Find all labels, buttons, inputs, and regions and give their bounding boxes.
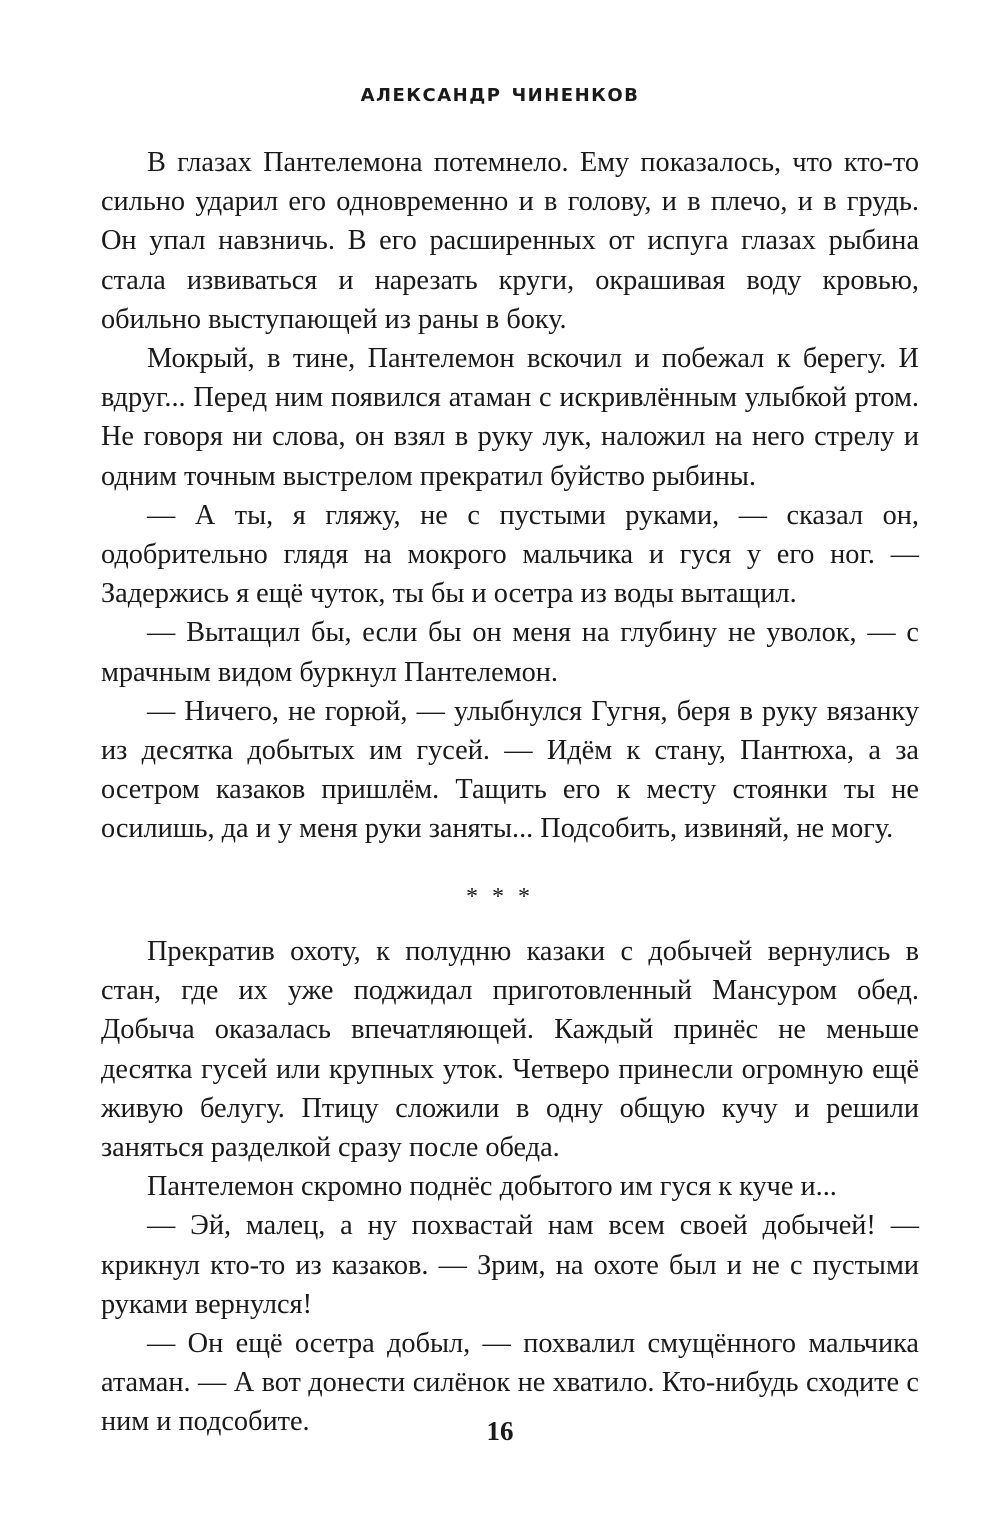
text-section-2 <box>101 932 919 1442</box>
paragraph: В глазах Пантелемона потемнело. Ему показалось, что кто-то сильно ударил его одновременно и в голову, и в плечо, и в грудь. Он упал навзничь. В его расширенных от испуга глазах рыбина стала извиваться и нарезать круги, окрашивая воду кровью, обильно выступающей из раны в боку. <box>101 147 919 335</box>
paragraph: Мокрый, в тине, Пантелемон вскочил и побежал к берегу. И вдруг... Перед ним появился атаман с искривлённым улыбкой ртом. Не говоря ни слова, он взял в руку лук, наложил на него стрелу и одним точным выстрелом прекратил буйство рыбины. <box>101 343 919 492</box>
paragraph: — Вытащил бы, если бы он меня на глубину не уволок, — с мрачным видом буркнул Пантелемон. <box>101 617 919 688</box>
section-separator: * * * <box>466 884 534 910</box>
paragraph: — А ты, я гляжу, не с пустыми руками, — сказал он, одобрительно глядя на мокрого мальчика и гуся у его ног. — Задержись я ещё чуток, ты бы и осетра из воды вытащил. <box>101 499 919 610</box>
paragraph: — Эй, малец, а ну похвастай нам всем своей добычей! — крикнул кто-то из казаков. — Зрим, на охоте был и не с пустыми руками вернулся! <box>101 1210 919 1320</box>
paragraph: — Ничего, не горюй, — улыбнулся Гугня, беря в руку вязанку из десятка добытых им гусей. — Идём к стану, Пантюха, а за осетром казаков пришлём. Тащить его к месту стоянки ты не осилишь, да и у меня руки заняты... Подсобить, извиняй, не могу. <box>101 695 919 845</box>
paragraph: Прекратив охоту, к полудню казаки с добычей вернулись в стан, где их уже поджидал приготовленный Мансуром обед. Добыча оказалась впечатляющей. Каждый принёс не меньше десятка гусей или крупных уток. Четверо принесли огромную ещё живую белугу. Птицу сложили в одну общую кучу и решили заняться разделкой сразу после обеда. <box>101 936 919 1164</box>
running-header: александр чиненков <box>360 78 640 107</box>
text-section-1 <box>101 143 919 849</box>
paragraph: Пантелемон скромно поднёс добытого им гуся к куче и... <box>147 1171 837 1203</box>
paragraph: — Он ещё осетра добыл, — похвалил смущённого мальчика атаман. — А вот донести силёнок не хватило. Кто-нибудь сходите с ним и подсобите. <box>101 1328 919 1438</box>
page-number: 16 <box>486 1416 514 1446</box>
